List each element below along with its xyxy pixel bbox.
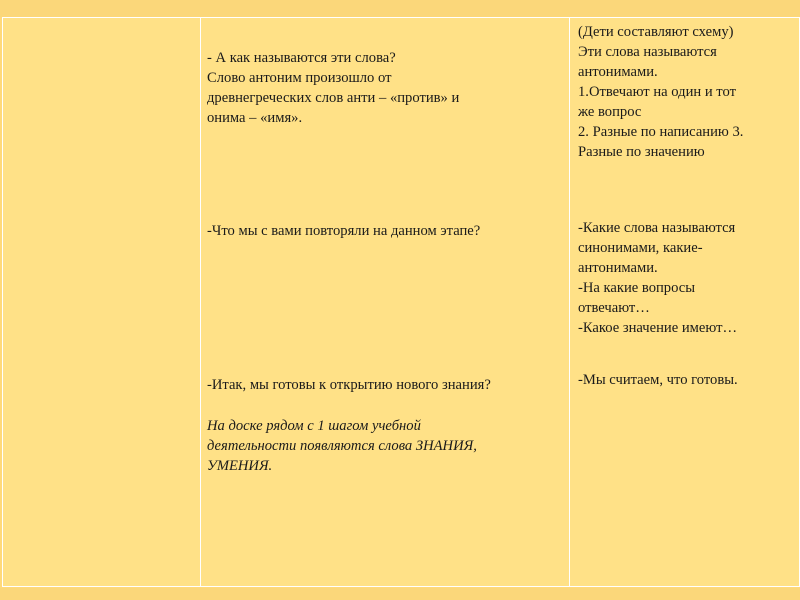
cell-students-content	[570, 18, 799, 586]
teacher-question-review	[207, 221, 563, 241]
table-cell-students	[570, 18, 800, 587]
student-answer-antonyms	[578, 22, 793, 162]
text-line: антонимами.	[578, 64, 658, 80]
text-line: - А как называются эти слова?	[207, 50, 396, 66]
cell-teacher-content	[201, 18, 569, 586]
text-line: -На какие вопросы	[578, 280, 696, 296]
student-answer-review	[578, 218, 793, 338]
text-line: древнегреческих слов анти – «против» и	[207, 90, 460, 106]
text-line: -Что мы с вами повторяли на данном этапе?	[207, 223, 481, 239]
text-line: (Дети составляют схему)	[578, 24, 734, 40]
text-line: На доске рядом с 1 шагом учебной	[207, 418, 421, 434]
table-cell-left	[3, 18, 201, 587]
text-line: синонимами, какие-	[578, 240, 703, 256]
text-line: 1.Отвечают на один и тот	[578, 84, 736, 100]
text-line: -Какие слова называются	[578, 220, 736, 236]
text-line: -Мы считаем, что готовы.	[578, 372, 738, 388]
teacher-question-ready	[207, 375, 563, 395]
table-row	[3, 18, 800, 587]
text-line: Разные по значению	[578, 144, 705, 160]
top-band	[0, 0, 800, 17]
teacher-question-antonyms	[207, 48, 563, 128]
text-line: УМЕНИЯ.	[207, 458, 273, 474]
student-answer-ready	[578, 370, 793, 390]
text-line: антонимами.	[578, 260, 658, 276]
text-line: онима – «имя».	[207, 110, 303, 126]
bottom-band	[0, 588, 800, 600]
table-cell-teacher	[201, 18, 570, 587]
text-line: отвечают…	[578, 300, 650, 316]
text-line: же вопрос	[578, 104, 642, 120]
text-line: -Итак, мы готовы к открытию нового знания?	[207, 377, 491, 393]
text-line: Слово антоним произошло от	[207, 70, 392, 86]
text-line: 2. Разные по написанию 3.	[578, 124, 744, 140]
text-line: деятельности появляются слова ЗНАНИЯ,	[207, 438, 477, 454]
text-line: Эти слова называются	[578, 44, 717, 60]
lesson-table	[2, 17, 800, 587]
cell-left-content	[3, 18, 200, 586]
teacher-note-board	[207, 416, 563, 476]
text-line: -Какое значение имеют…	[578, 320, 738, 336]
